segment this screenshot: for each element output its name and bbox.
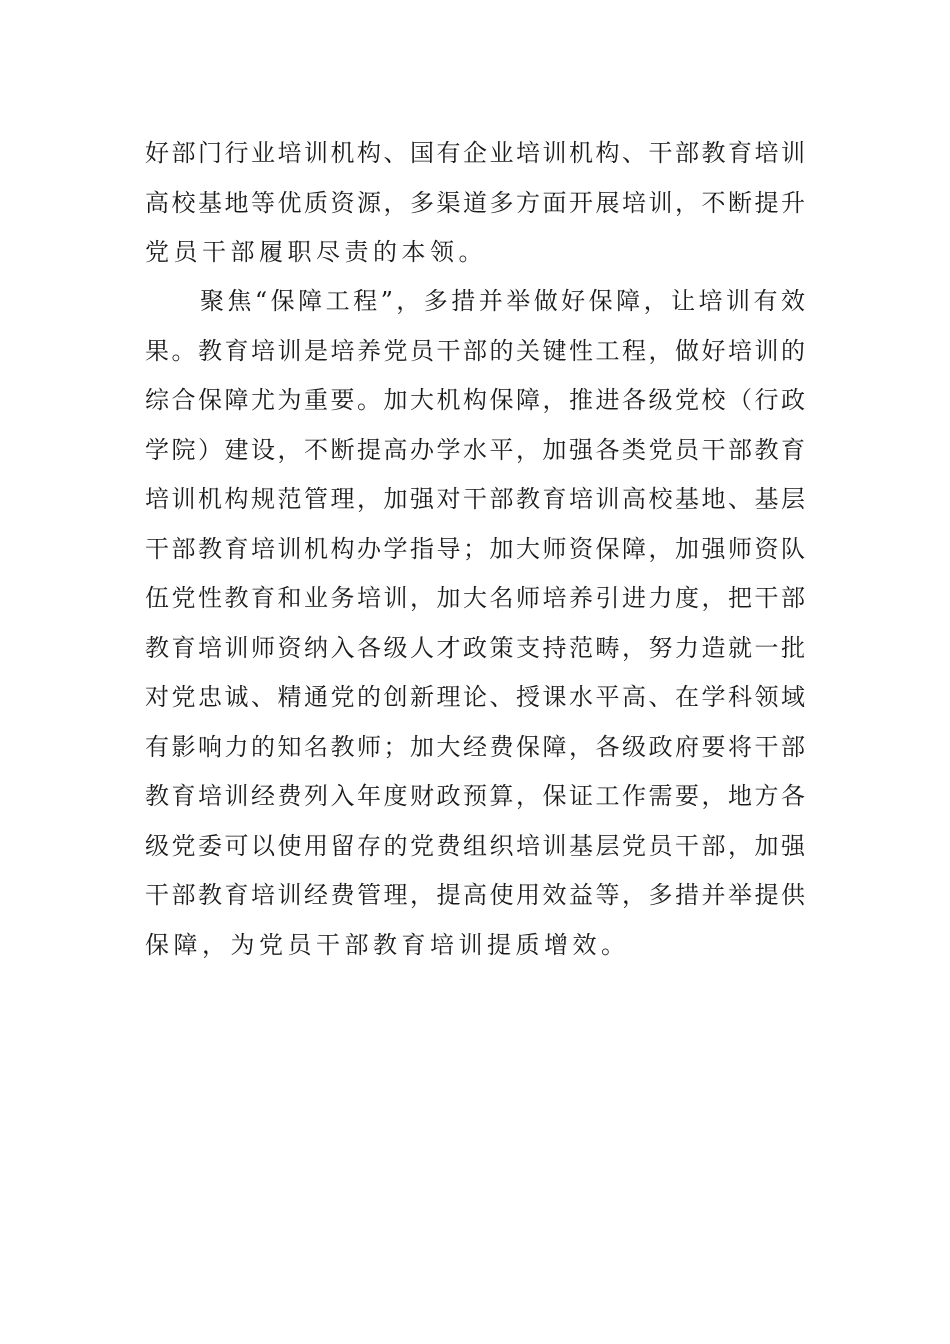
text-line: 高校基地等优质资源，多渠道多方面开展培训，不断提升: [145, 188, 805, 217]
text-line: 综合保障尤为重要。加大机构保障，推进各级党校（行政: [145, 386, 805, 414]
text-line: 级党委可以使用留存的党费组织培训基层党员干部，加强: [145, 831, 805, 860]
text-line: 伍党性教育和业务培训，加大名师培养引进力度，把干部: [145, 584, 805, 612]
text-line: 教育培训经费列入年度财政预算，保证工作需要，地方各: [145, 782, 805, 810]
text-line: 干部教育培训经费管理，提高使用效益等，多措并举提供: [145, 881, 805, 909]
text-line: 学院）建设，不断提高办学水平，加强各类党员干部教育: [145, 435, 805, 464]
text-line: 对党忠诚、精通党的创新理论、授课水平高、在学科领域: [145, 683, 805, 711]
paragraph-2: [145, 277, 805, 970]
text-line: 保障，为党员干部教育培训提质增效。: [145, 930, 630, 959]
text-line: 教育培训师资纳入各级人才政策支持范畴，努力造就一批: [145, 633, 805, 662]
text-line: 干部教育培训机构办学指导；加大师资保障，加强师资队: [145, 534, 805, 563]
text-line: 党员干部履职尽责的本领。: [145, 238, 487, 266]
text-line: 培训机构规范管理，加强对干部教育培训高校基地、基层: [145, 485, 805, 513]
text-line: 有影响力的知名教师；加大经费保障，各级政府要将干部: [145, 732, 805, 761]
text-line: 果。教育培训是培养党员干部的关键性工程，做好培训的: [145, 336, 805, 365]
text-line: 好部门行业培训机构、国有企业培训机构、干部教育培训: [145, 139, 805, 167]
paragraph-1: [145, 129, 805, 278]
text-line: 聚焦“保障工程”，多措并举做好保障，让培训有效: [145, 287, 805, 315]
